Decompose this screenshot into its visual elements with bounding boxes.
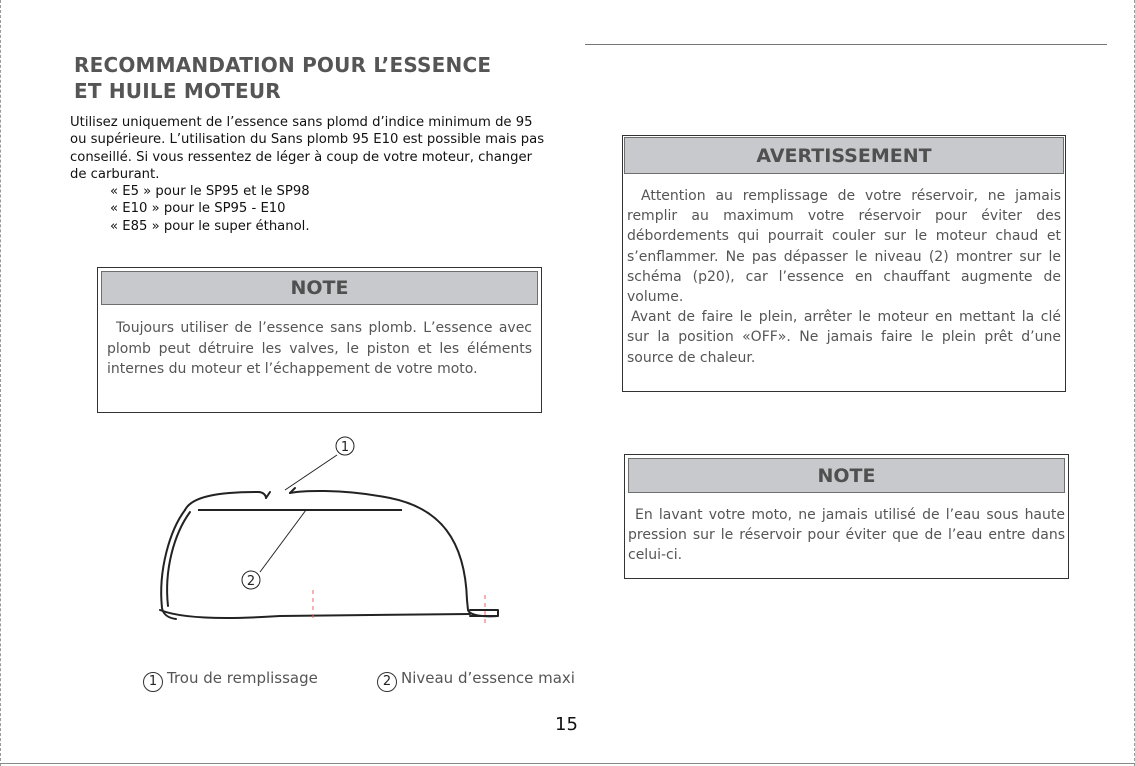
legend-label-1: Trou de remplissage [167,669,318,687]
callout-1-number: 1 [340,440,350,455]
fuel-type-list [70,183,550,235]
section-title-line-1: RECOMMANDATION POUR L’ESSENCE [74,53,492,77]
tank-bottom [160,610,470,618]
intro-text [70,114,550,235]
note-box-fuel [97,267,542,413]
fuel-type-item: « E5 » pour le SP95 et le SP98 [110,184,310,200]
legend-number-1: 1 [143,672,163,692]
warning-box [622,135,1066,392]
warning-paragraph-2: Avant de faire le plein, arrêter le moteur en mettant la clé sur la position «OFF». Ne jamais faire le plein prêt d’une source de chaleur. [627,309,1061,366]
tank-front-inner [167,512,190,606]
section-title [74,52,491,104]
filler-hole-edge [266,488,295,498]
legend-max-fuel-level [377,668,575,692]
fuel-type-item: « E85 » pour le super éthanol. [110,218,310,234]
page-number: 15 [555,714,578,735]
warning-paragraph-1: Attention au remplissage de votre réservoir, ne jamais remplir au maximum votre réservoir pour éviter des débordements qui pourrait couler sur le moteur chaud et s’enflammer. Ne pas dépasser le niveau (2) montrer sur le schéma (p20), car l’essence en chauffant augmente de volume. [627,188,1061,306]
legend-number-2: 2 [377,672,397,692]
section-title-line-2: ET HUILE MOTEUR [74,79,281,103]
intro-paragraph: Utilisez uniquement de l’essence sans plomd d’indice minimum de 95 ou supérieure. L’utilisation du Sans plomb 95 E10 est possible mais pas conseillé. Si vous ressentez de léger à coup de votre moteur, changer de carburant. [70,115,545,182]
note-box-text: En lavant votre moto, ne jamais utilisé de l’eau sous haute pression sur le réservoir pour éviter que de l’eau entre dans celui-ci. [628,507,1065,564]
warning-box-text [623,174,1065,368]
callout-1-leader [285,455,337,490]
note-box-heading: NOTE [101,271,538,305]
callout-2-number: 2 [246,574,256,589]
warning-box-heading: AVERTISSEMENT [624,137,1064,174]
legend-filler-hole [143,668,318,692]
legend-label-2: Niveau d’essence maxi [401,669,575,687]
note-box-heading: NOTE [628,458,1065,493]
page-border-bottom [0,763,1135,764]
callout-2-leader [260,510,306,572]
page-border-left [0,0,1,766]
header-rule [585,44,1107,45]
fuel-tank-diagram [140,430,520,630]
note-box-text: Toujours utiliser de l’essence sans plomb. L’essence avec plomb peut détruire les valves, le piston et les éléments internes du moteur et l’échappement de votre moto. [107,320,532,377]
note-box-washing [624,454,1069,579]
fuel-type-item: « E10 » pour le SP95 - E10 [110,201,286,217]
